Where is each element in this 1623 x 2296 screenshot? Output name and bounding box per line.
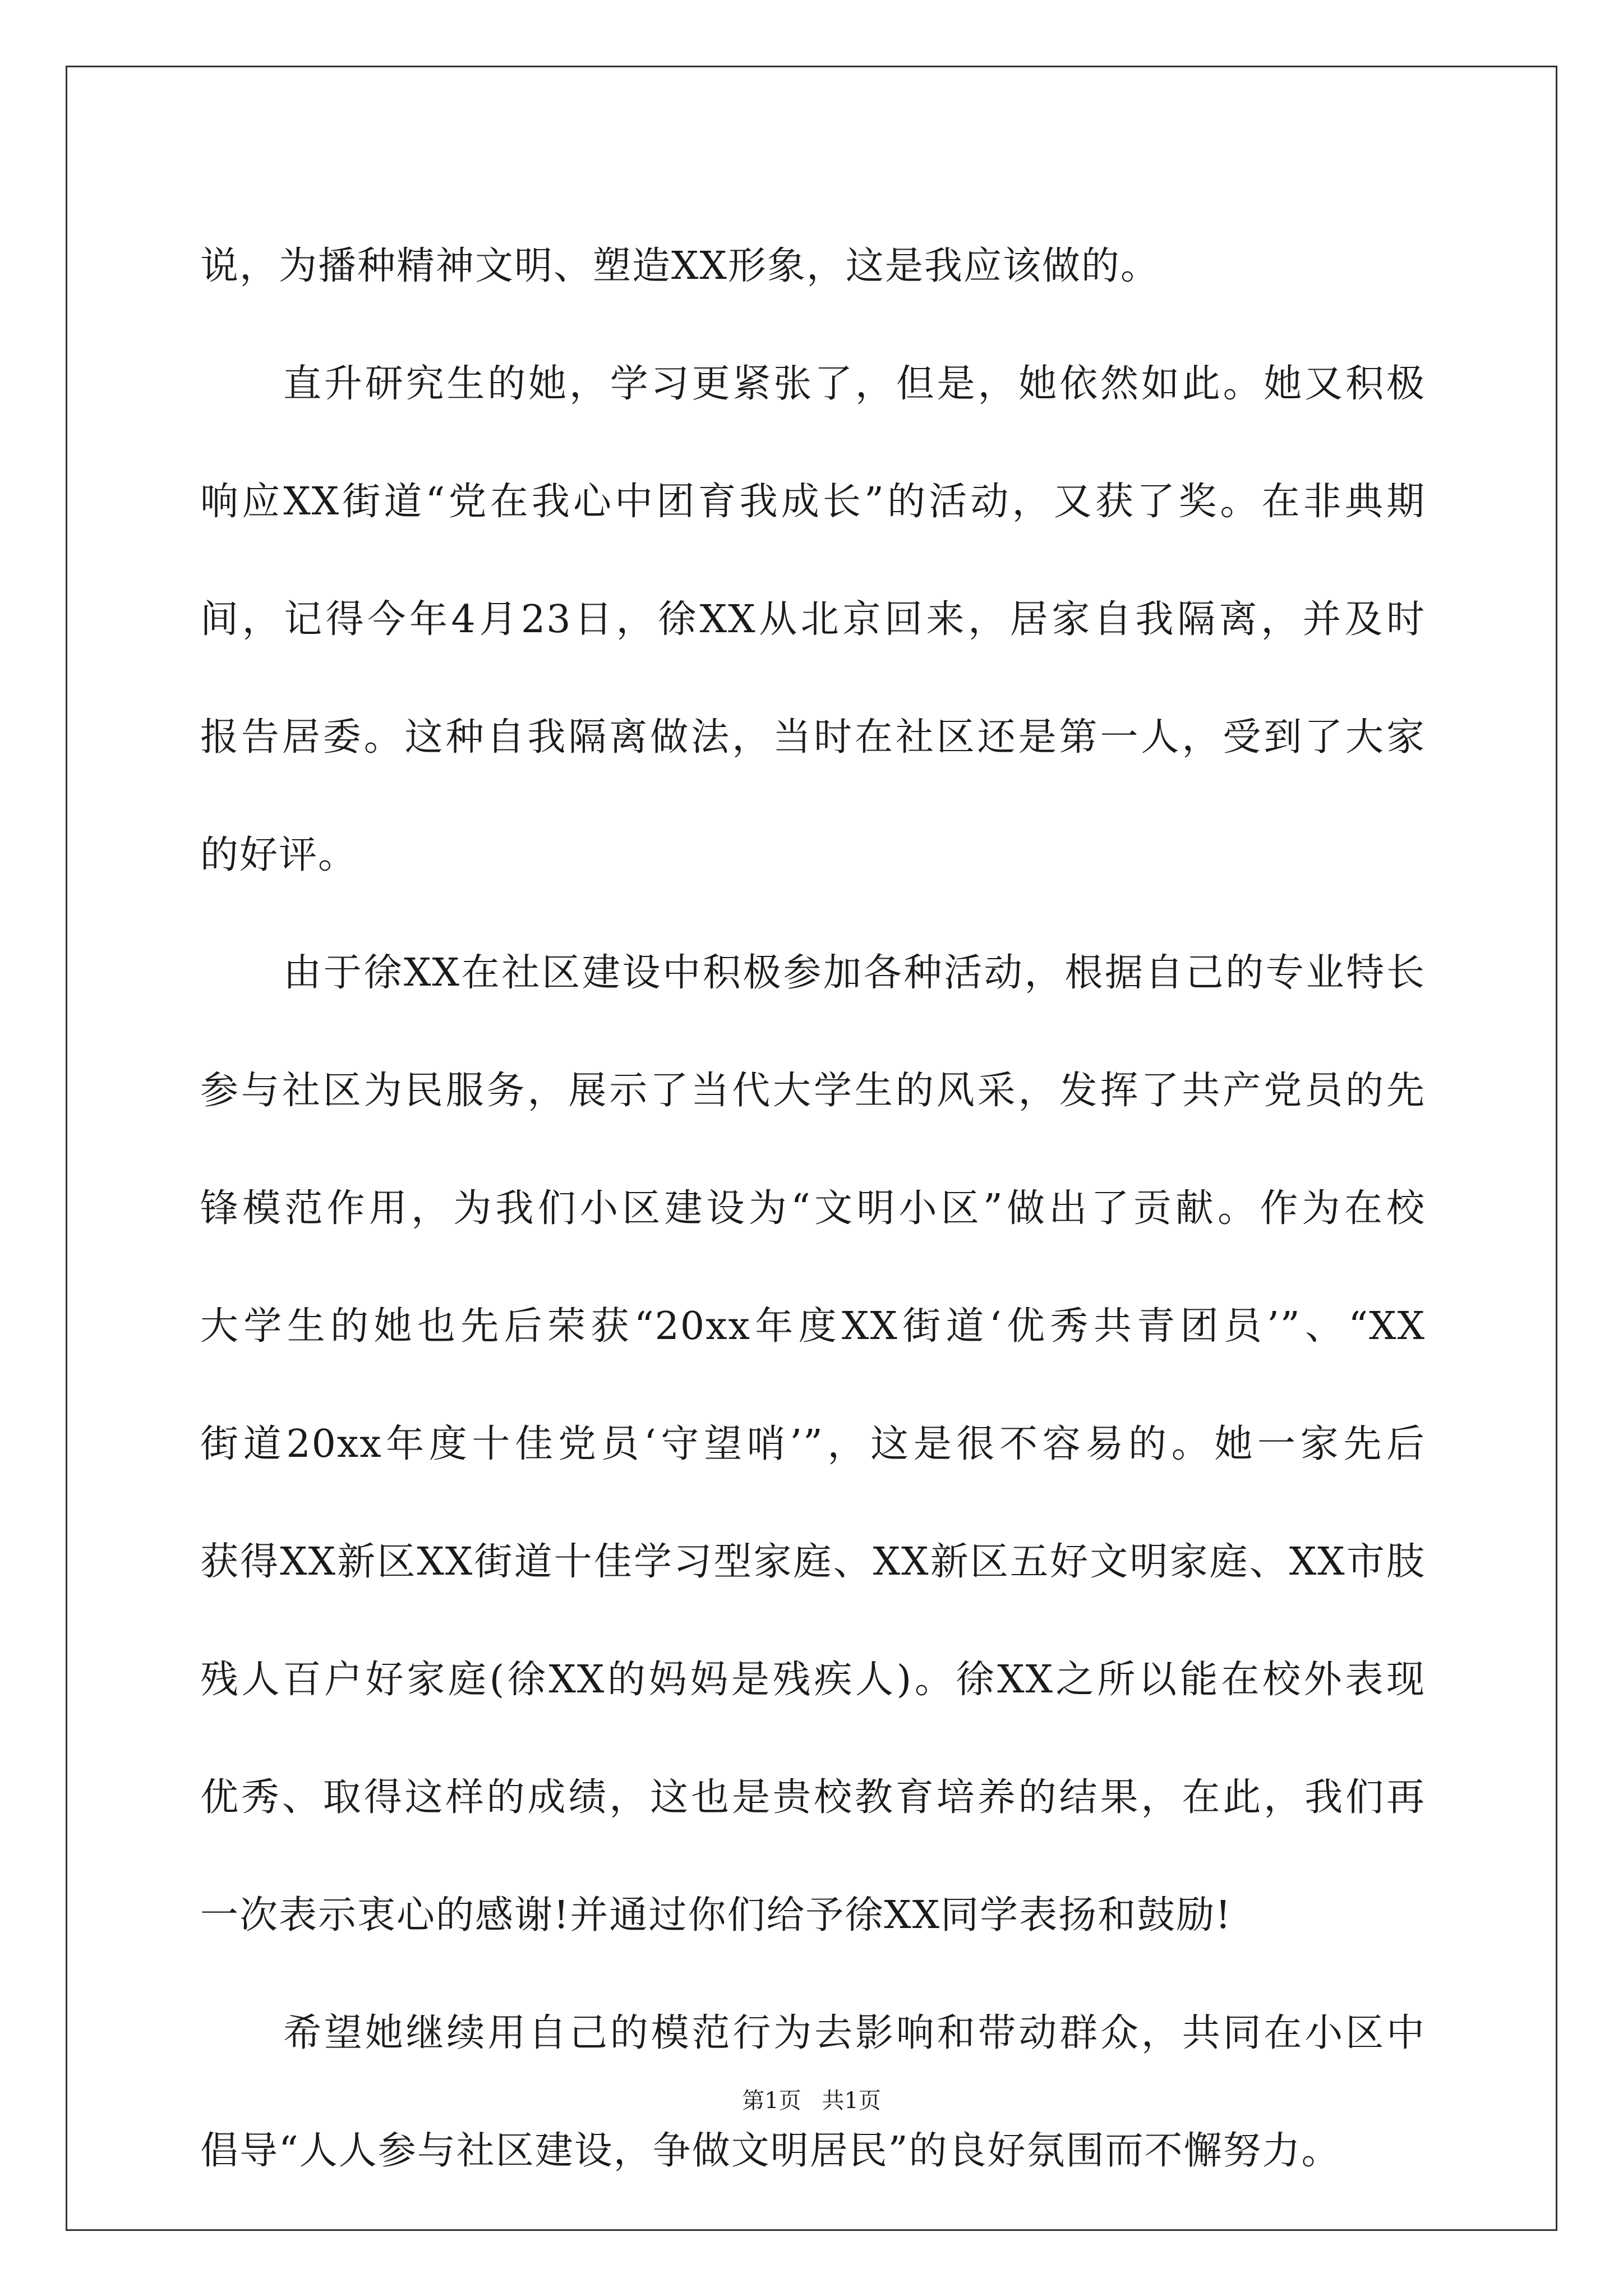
paragraph-3-line: 残人百户好家庭(徐XX的妈妈是残疾人)。徐XX之所以能在校外表现 (200, 1658, 1426, 1702)
paragraph-2-line: 的好评。 (200, 833, 358, 877)
paragraph-3-line: 获得XX新区XX街道十佳学习型家庭、XX新区五好文明家庭、XX市肢 (200, 1540, 1426, 1584)
page-footer (0, 2084, 1623, 2118)
paragraph-3-line: 大学生的她也先后荣获“20xx年度XX街道‘优秀共青团员’”、“XX (200, 1304, 1426, 1349)
page-number: 第1页 (742, 2088, 801, 2114)
paragraph-3-line: 一次表示衷心的感谢!并通过你们给予徐XX同学表扬和鼓励! (200, 1893, 1232, 1938)
paragraph-1-line: 说，为播种精神文明、塑造XX形象，这是我应该做的。 (200, 244, 1160, 288)
paragraph-2-line: 报告居委。这种自我隔离做法，当时在社区还是第一人，受到了大家 (200, 715, 1426, 760)
paragraph-3-line: 优秀、取得这样的成绩，这也是贵校教育培养的结果，在此，我们再 (200, 1775, 1426, 1820)
document-body (200, 208, 1426, 2210)
paragraph-2-line: 直升研究生的她，学习更紧张了，但是，她依然如此。她又积极 (283, 362, 1426, 406)
paragraph-3-line: 锋模范作用，为我们小区建设为“文明小区”做出了贡献。作为在校 (200, 1186, 1426, 1231)
paragraph-3-line: 街道20xx年度十佳党员‘守望哨’”，这是很不容易的。她一家先后 (200, 1422, 1426, 1466)
paragraph-4-line: 倡导“人人参与社区建设，争做文明居民”的良好氛围而不懈努力。 (200, 2129, 1341, 2173)
paragraph-3-line: 参与社区为民服务，展示了当代大学生的风采，发挥了共产党员的先 (200, 1069, 1426, 1113)
paragraph-2-line: 响应XX街道“党在我心中团育我成长”的活动，又获了奖。在非典期 (200, 480, 1426, 524)
paragraph-3-line: 由于徐XX在社区建设中积极参加各种活动，根据自己的专业特长 (283, 951, 1426, 995)
paragraph-2-line: 间，记得今年4月23日，徐XX从北京回来，居家自我隔离，并及时 (200, 597, 1426, 642)
page-total: 共1页 (822, 2088, 881, 2114)
paragraph-4-line: 希望她继续用自己的模范行为去影响和带动群众，共同在小区中 (283, 2011, 1426, 2055)
